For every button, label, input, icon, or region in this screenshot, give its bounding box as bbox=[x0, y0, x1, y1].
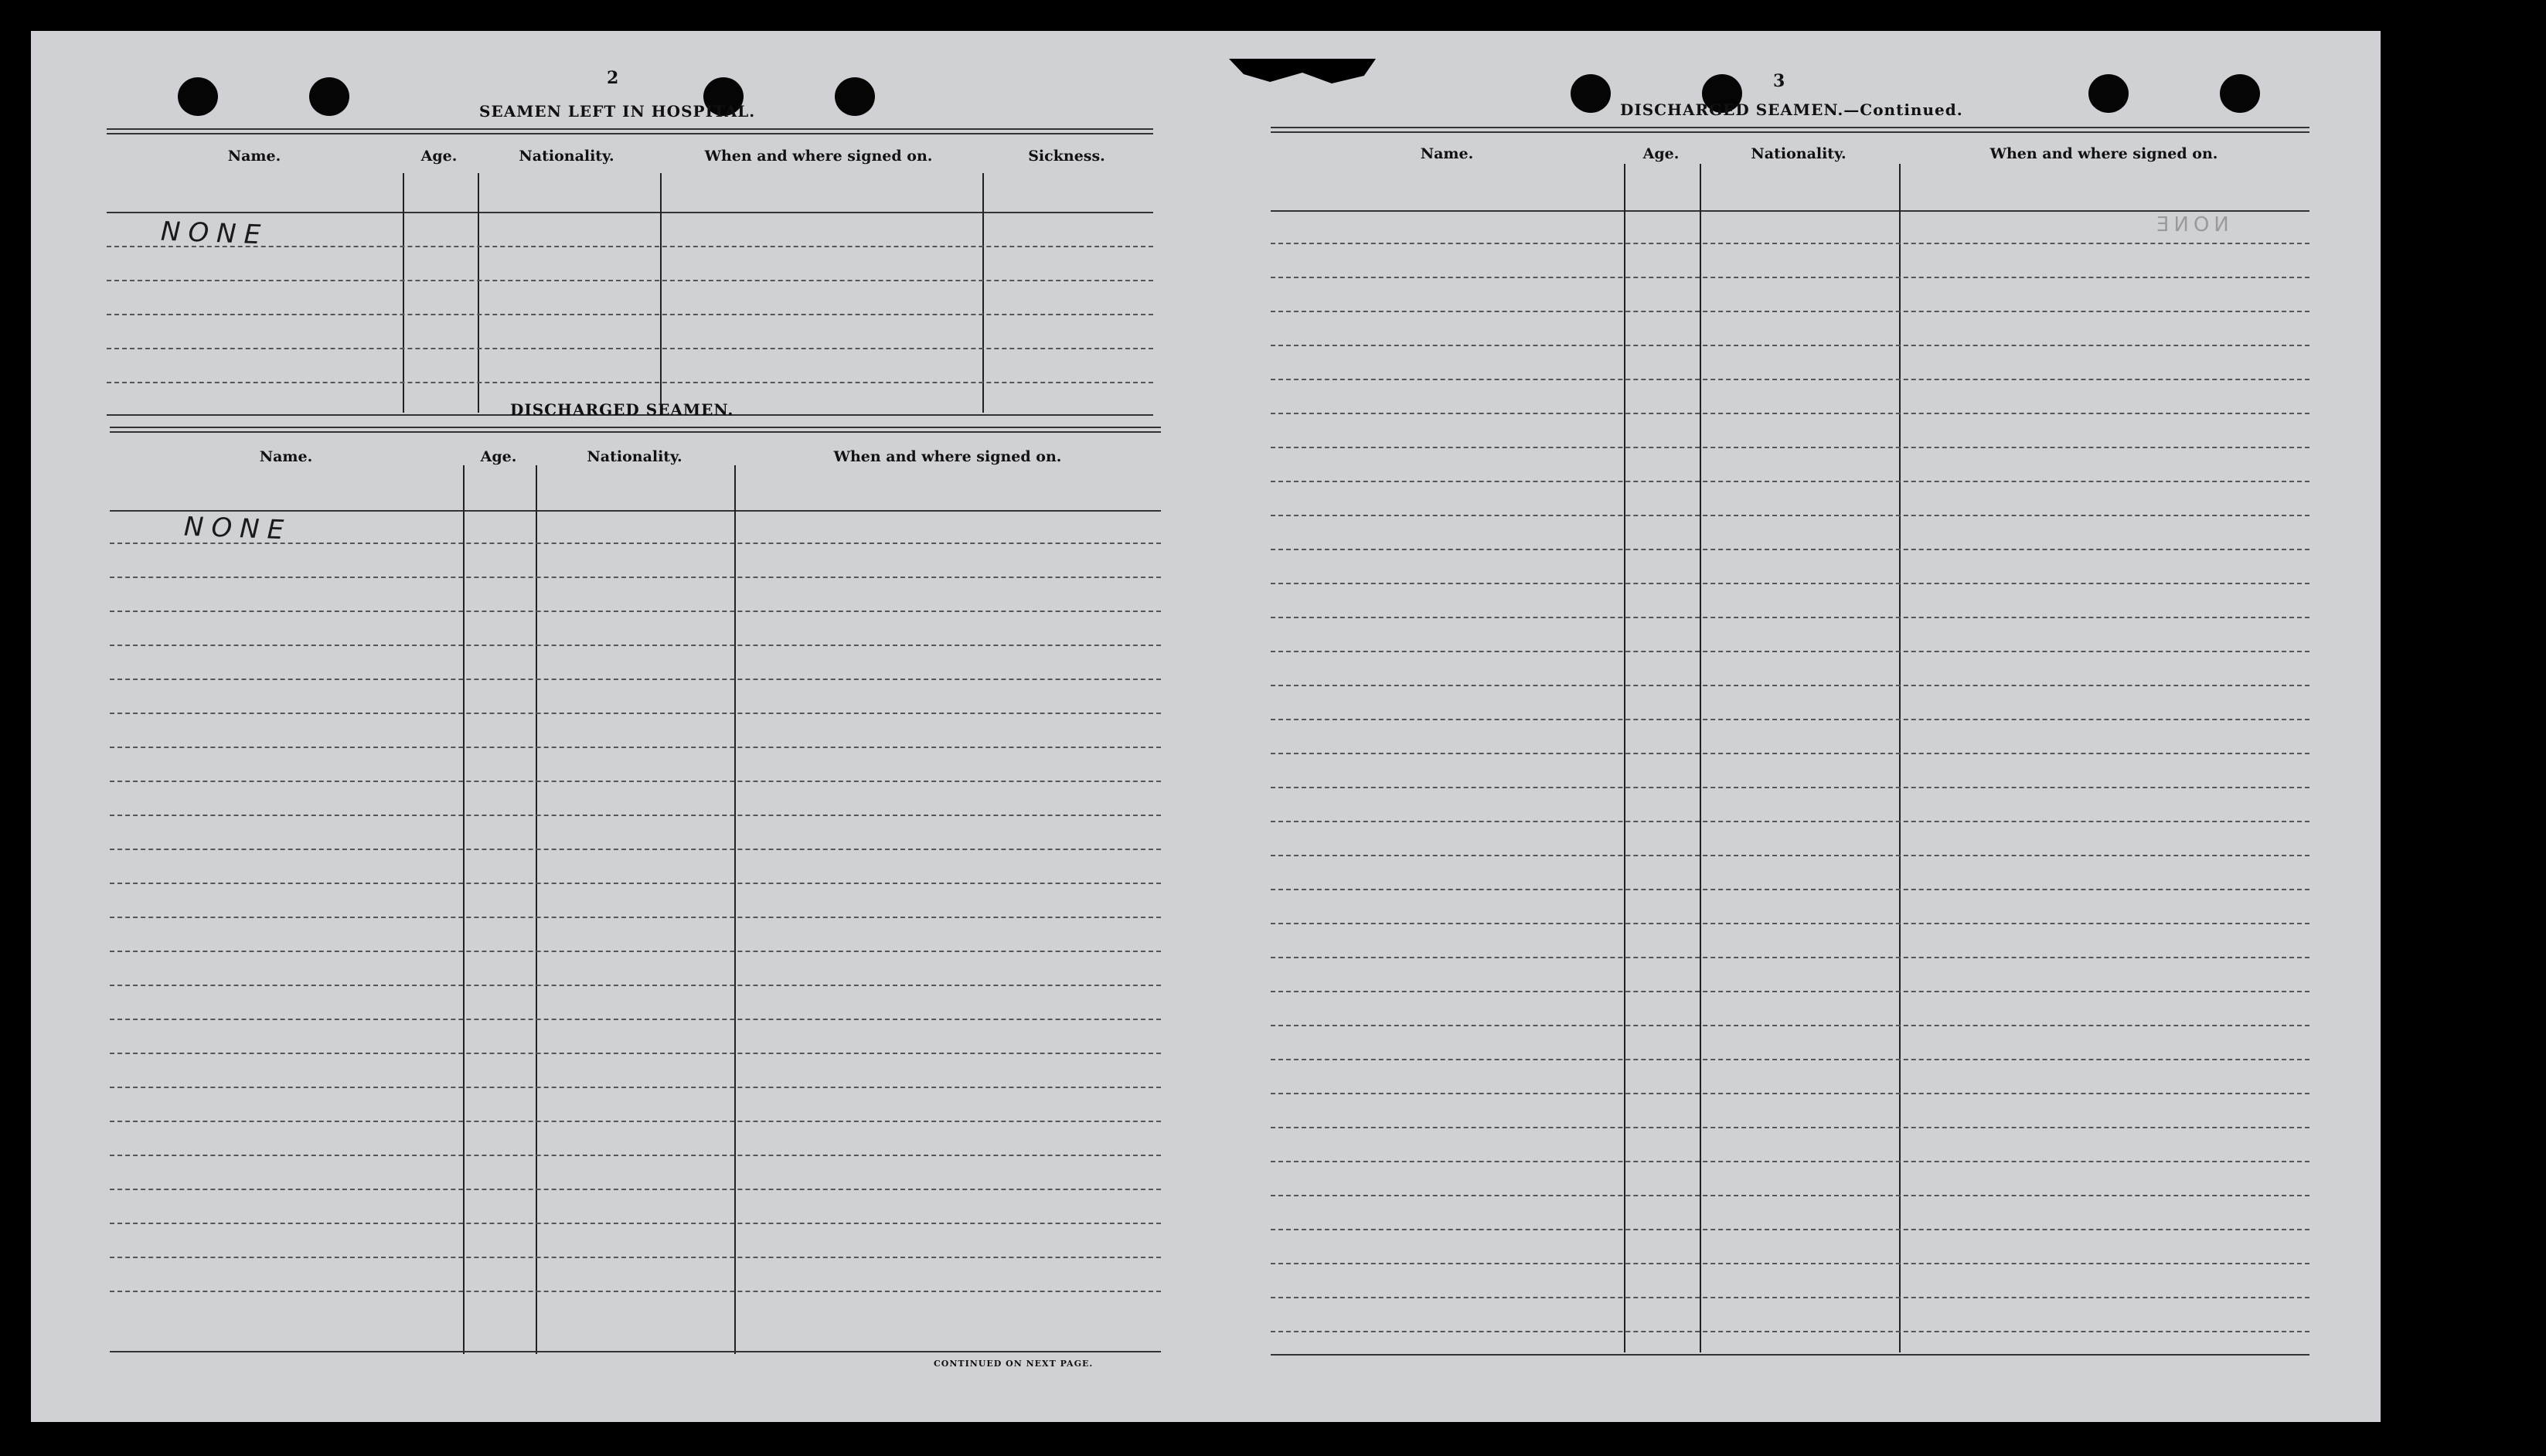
header-age: Age. bbox=[420, 148, 458, 165]
header-when-where: When and where signed on. bbox=[1989, 145, 2218, 162]
punch-hole bbox=[1571, 74, 1611, 113]
punch-hole bbox=[2220, 74, 2260, 113]
header-age: Age. bbox=[1642, 145, 1680, 162]
header-name: Name. bbox=[227, 148, 281, 165]
header-nationality: Nationality. bbox=[587, 448, 682, 465]
header-name: Name. bbox=[1420, 145, 1474, 162]
discharged-table-header bbox=[110, 436, 1161, 478]
hospital-entry-none: NONE bbox=[160, 216, 269, 251]
hospital-table bbox=[107, 128, 1153, 420]
header-name: Name. bbox=[259, 448, 313, 465]
discharged-continued-table bbox=[1271, 127, 2309, 1356]
left-page-number: 2 bbox=[607, 68, 619, 88]
header-nationality: Nationality. bbox=[1751, 145, 1847, 162]
discharged-table bbox=[110, 427, 1161, 1354]
hospital-table-header bbox=[107, 138, 1153, 175]
header-sickness: Sickness. bbox=[1028, 148, 1105, 165]
continued-note: CONTINUED ON NEXT PAGE. bbox=[934, 1359, 1094, 1369]
punch-hole bbox=[178, 77, 218, 116]
punch-hole bbox=[2088, 74, 2129, 113]
right-page-number: 3 bbox=[1773, 71, 1785, 91]
discharged-section-title: DISCHARGED SEAMEN. bbox=[510, 400, 734, 419]
bleed-through-none: NONE bbox=[2152, 213, 2229, 236]
hospital-section-title: SEAMEN LEFT IN HOSPITAL. bbox=[479, 102, 756, 121]
punch-hole bbox=[835, 77, 875, 116]
header-when-where: When and where signed on. bbox=[833, 448, 1062, 465]
binding-tear bbox=[1229, 59, 1376, 90]
right-table-header bbox=[1271, 136, 2309, 172]
header-age: Age. bbox=[480, 448, 517, 465]
document-sheet bbox=[31, 31, 2381, 1422]
punch-hole bbox=[309, 77, 349, 116]
header-when-where: When and where signed on. bbox=[704, 148, 933, 165]
header-nationality: Nationality. bbox=[519, 148, 614, 165]
right-section-title: DISCHARGED SEAMEN.—Continued. bbox=[1620, 100, 1963, 119]
discharged-entry-none: NONE bbox=[183, 511, 292, 546]
